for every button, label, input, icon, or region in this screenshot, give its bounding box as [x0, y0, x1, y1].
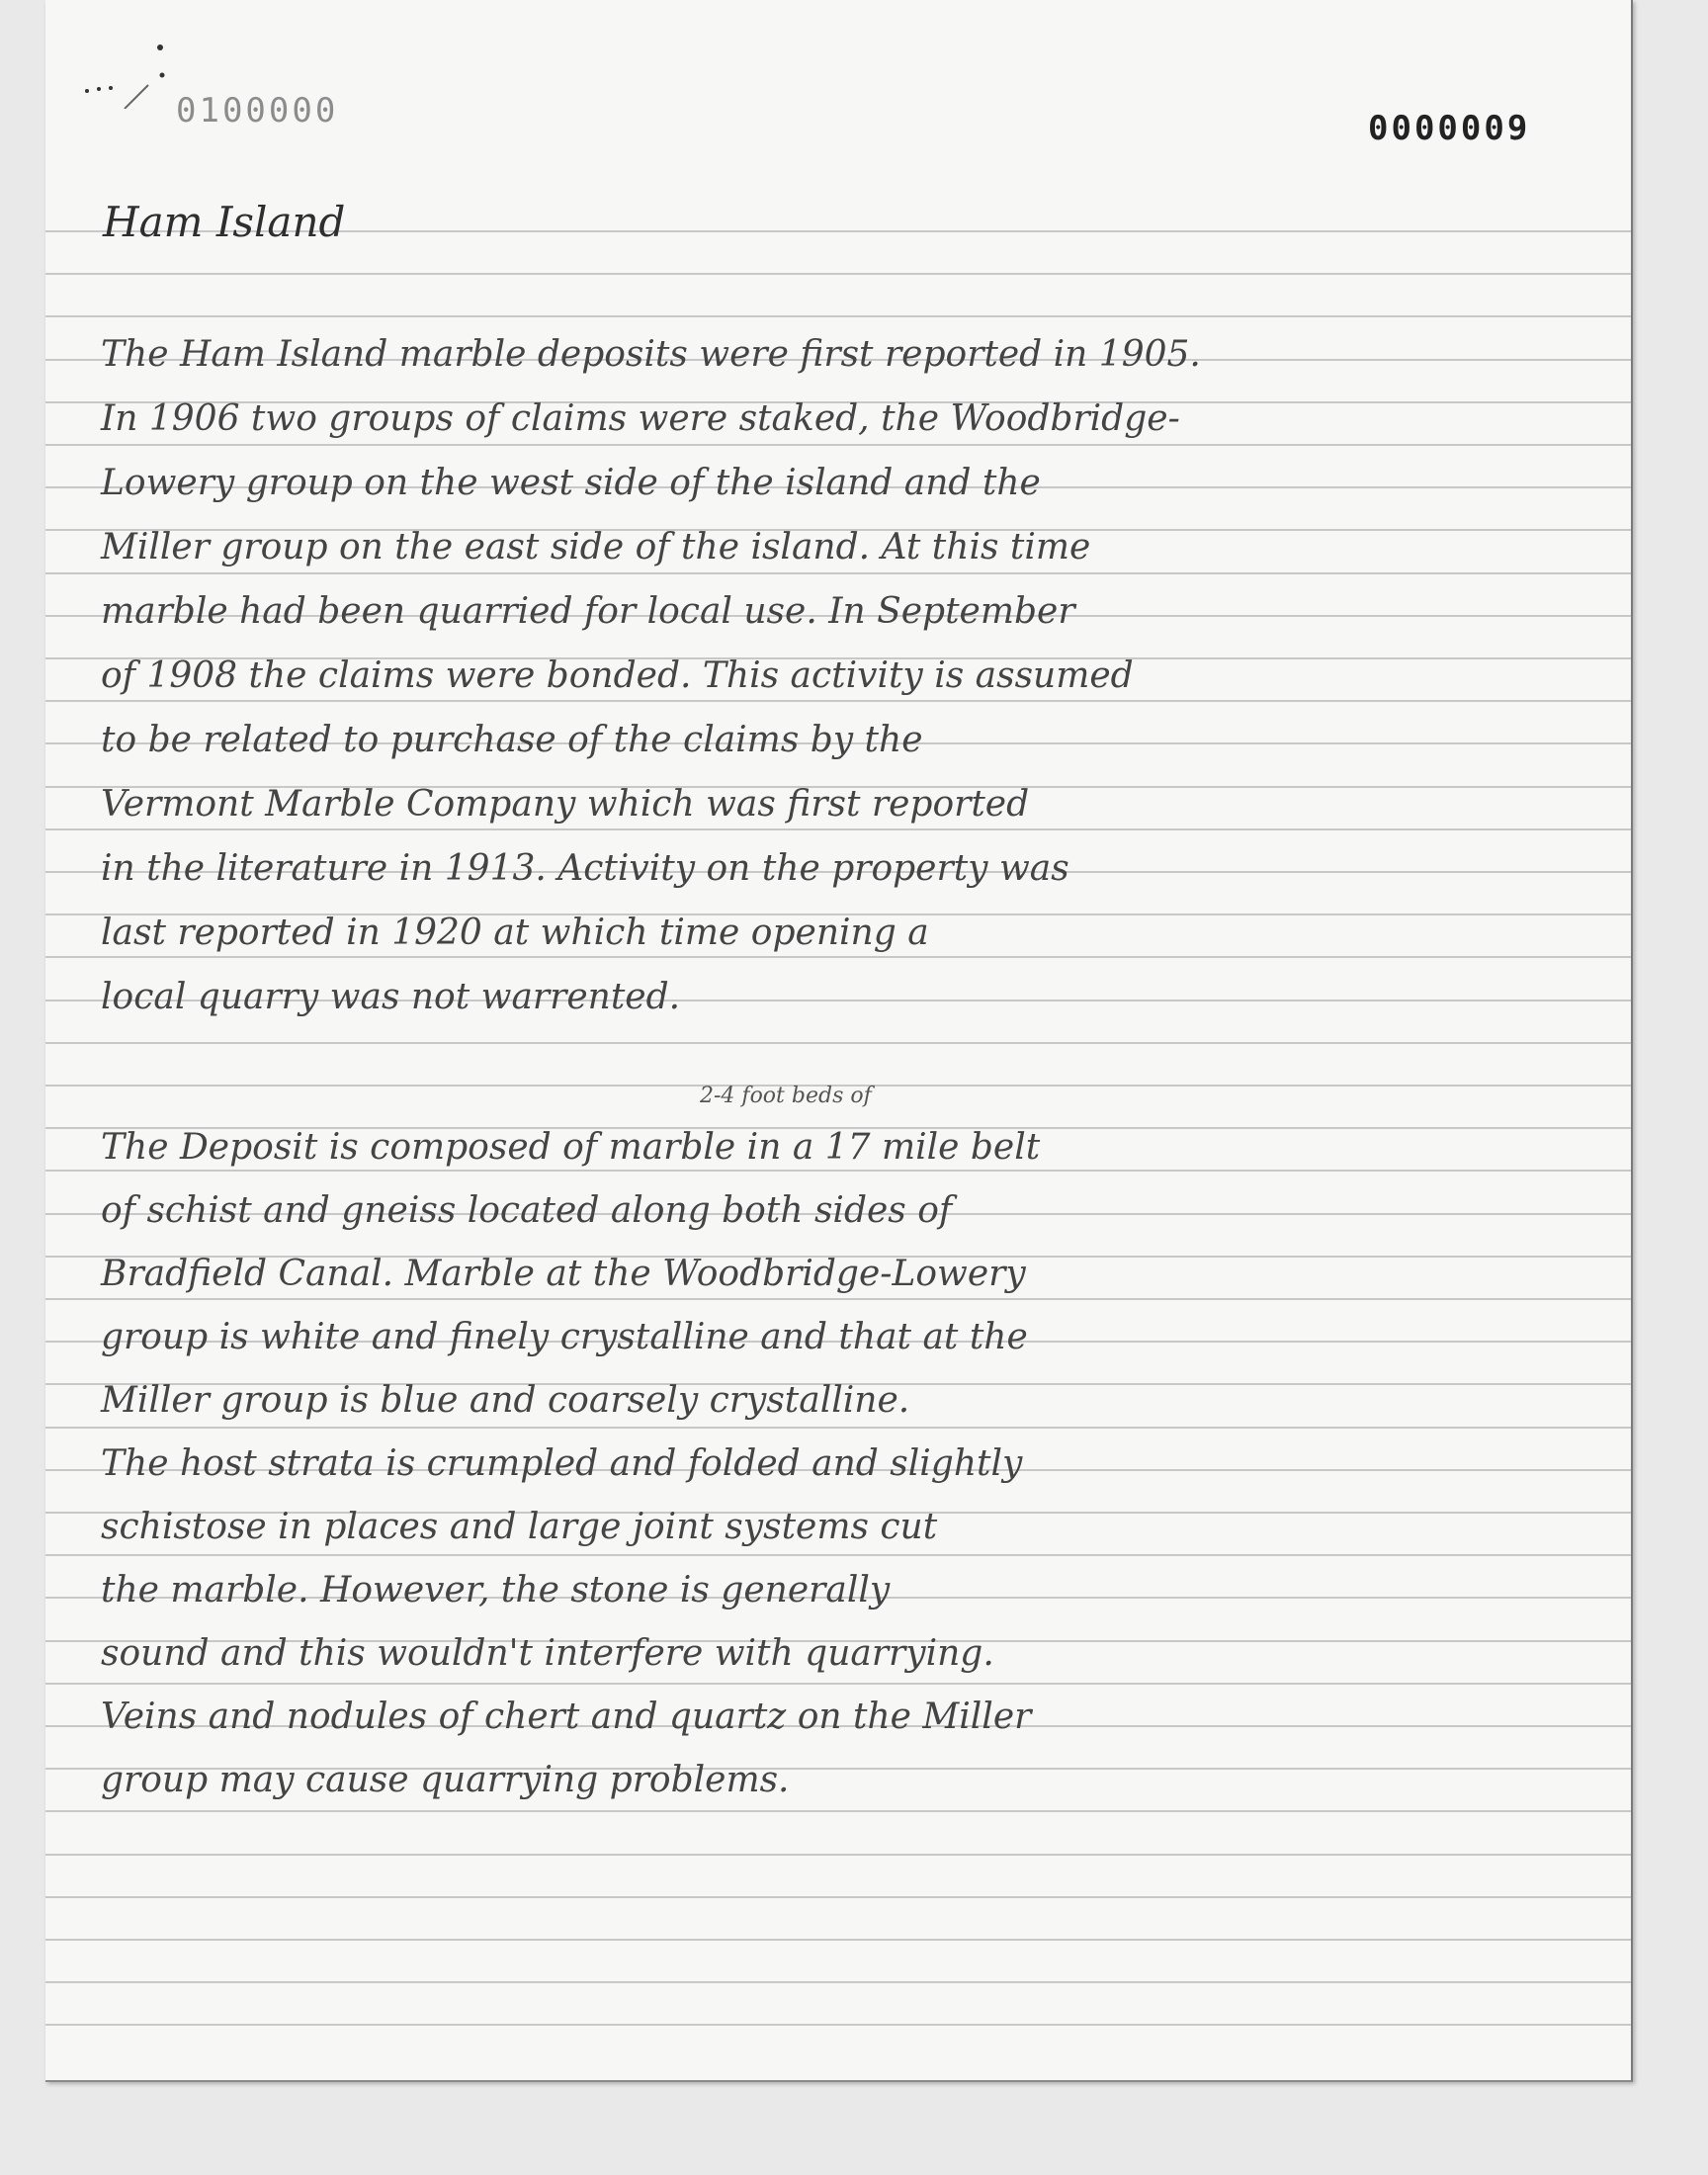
- stamp-number-right: 0000009: [1368, 109, 1531, 148]
- handwritten-line: group is white and finely crystalline and that at the: [101, 1317, 1028, 1357]
- insertion-note: 2-4 foot beds of: [700, 1084, 872, 1108]
- handwritten-line: sound and this wouldn't interfere with quarrying.: [101, 1633, 994, 1674]
- handwritten-line: Lowery group on the west side of the island and the: [101, 463, 1041, 503]
- handwritten-line: to be related to purchase of the claims by the: [101, 720, 923, 760]
- handwritten-line: the marble. However, the stone is generally: [101, 1570, 891, 1610]
- handwritten-line: The Ham Island marble deposits were first reported in 1905.: [101, 334, 1201, 375]
- handwritten-line: in the literature in 1913. Activity on the property was: [101, 848, 1069, 889]
- handwritten-line: In 1906 two groups of claims were staked, the Woodbridge-: [101, 398, 1180, 439]
- corner-marks: [65, 40, 174, 109]
- stamp-number-left: 0100000: [176, 91, 339, 130]
- handwritten-line: group may cause quarrying problems.: [101, 1760, 790, 1800]
- handwritten-line: The host strata is crumpled and folded and slightly: [101, 1443, 1023, 1484]
- handwritten-line: of schist and gneiss located along both sides of: [101, 1190, 953, 1231]
- handwritten-line: marble had been quarried for local use. In September: [101, 591, 1075, 632]
- handwritten-line: Veins and nodules of chert and quartz on the Miller: [101, 1696, 1032, 1737]
- handwritten-line: Bradfield Canal. Marble at the Woodbridge-Lowery: [101, 1254, 1026, 1294]
- handwritten-line: The Deposit is composed of marble in a 17 mile belt: [101, 1127, 1041, 1168]
- handwritten-line: local quarry was not warrented.: [101, 977, 681, 1017]
- handwritten-line: Vermont Marble Company which was first reported: [101, 784, 1030, 825]
- handwritten-line: Miller group is blue and coarsely crystalline.: [101, 1380, 910, 1421]
- handwritten-line: of 1908 the claims were bonded. This activity is assumed: [101, 655, 1134, 696]
- handwritten-line: Miller group on the east side of the island. At this time: [101, 527, 1091, 567]
- page-title: Ham Island: [103, 198, 346, 246]
- notebook-page: [45, 0, 1633, 2082]
- handwritten-line: schistose in places and large joint systems cut: [101, 1507, 938, 1547]
- handwritten-line: last reported in 1920 at which time opening a: [101, 913, 929, 953]
